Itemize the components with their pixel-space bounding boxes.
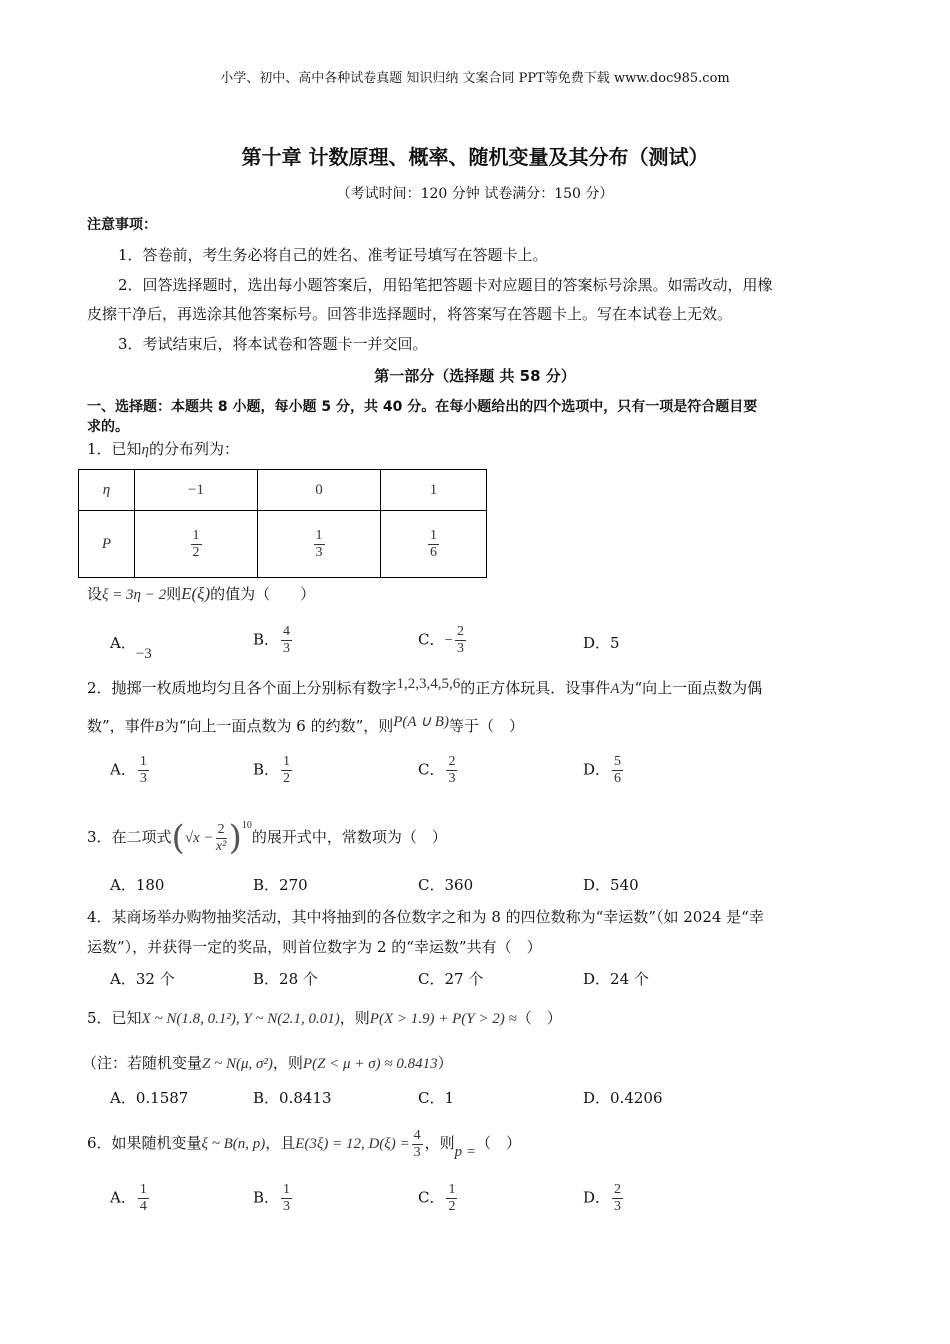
text: 3．在二项式	[87, 828, 172, 846]
text: A．	[110, 760, 136, 779]
question-3-stem: 3．在二项式(√x − $\frac{2}{\text{x²}}$ )$^{10}$的展开式中，常数项为（ ）	[87, 818, 447, 858]
option-b[interactable]: B．28 个	[253, 970, 318, 988]
text: 4	[283, 624, 291, 639]
text: C．	[418, 1188, 445, 1207]
text: 2	[283, 771, 291, 786]
text: 4	[139, 1199, 147, 1214]
text: 为“向上一面点数为偶	[619, 679, 763, 697]
table-header: 0	[258, 470, 381, 511]
text: 3	[614, 1199, 622, 1214]
text: 则	[166, 585, 182, 603]
text: 1	[283, 1182, 291, 1197]
option-c[interactable]	[418, 1182, 459, 1215]
table-cell	[258, 511, 381, 578]
option-a[interactable]: A．32 个	[110, 970, 175, 988]
text: −3	[135, 646, 152, 662]
text: D．	[583, 1188, 611, 1207]
fraction	[138, 754, 149, 787]
text: 1	[448, 1182, 456, 1197]
text: 1,2,3,4,5,6	[396, 676, 461, 692]
text: P(A ∪ B)	[393, 714, 449, 730]
math: η	[141, 442, 149, 458]
text: 1	[192, 527, 200, 543]
text: （注：若随机变量	[82, 1054, 203, 1072]
option-a[interactable]: A．0.1587	[110, 1089, 189, 1107]
text: 5．已知	[87, 1009, 142, 1027]
option-b[interactable]	[253, 624, 294, 657]
option-a[interactable]: A．180	[110, 876, 165, 894]
text: ，则	[424, 1134, 455, 1152]
text: 2	[448, 1199, 456, 1214]
text: 3	[448, 771, 456, 786]
question-2-stem	[87, 716, 524, 737]
text: 2	[217, 821, 225, 837]
section-heading: 求的。	[87, 419, 129, 435]
text: 2	[614, 1182, 622, 1197]
option-a[interactable]	[110, 633, 152, 662]
option-b[interactable]	[253, 754, 294, 787]
question-5-stem	[87, 1008, 562, 1029]
text: 的展开式中，常数项为（ ）	[251, 828, 447, 846]
text: B．	[253, 760, 280, 779]
text: B．	[253, 1188, 280, 1207]
question-6-stem	[87, 1124, 521, 1163]
text: 6	[430, 544, 437, 560]
question-1-stem	[87, 439, 239, 460]
text: E(ξ)	[181, 584, 211, 603]
option-b[interactable]: B．0.8413	[253, 1089, 332, 1107]
question-4-stem: 4．某商场举办购物抽奖活动，其中将抽到的各位数字之和为 8 的四位数称为“幸运数”（如 2024 是“幸	[87, 908, 764, 926]
text: 3	[139, 771, 147, 786]
question-5-note	[82, 1053, 453, 1074]
exam-info: （考试时间：120 分钟 试卷满分：150 分）	[336, 186, 614, 202]
notice-heading: 注意事项：	[87, 217, 157, 233]
option-c[interactable]: C．360	[418, 876, 474, 894]
text: （ ）	[475, 1134, 521, 1152]
text: 2	[448, 754, 456, 769]
notice-item: 3．考试结束后，将本试卷和答题卡一并交回。	[118, 335, 428, 353]
notice-item: 1．答卷前，考生务必将自己的姓名、准考证号填写在答题卡上。	[118, 246, 548, 264]
text: B	[154, 719, 164, 735]
text: C．	[418, 760, 445, 779]
part-title: 第一部分（选择题 共 58 分）	[374, 367, 576, 385]
fraction	[612, 754, 623, 787]
text: 3	[283, 1199, 291, 1214]
text: √x −	[184, 830, 214, 846]
fraction	[281, 624, 292, 657]
option-d[interactable]	[583, 1182, 625, 1215]
text: P(X > 1.9) + P(Y > 2) ≈	[369, 1011, 517, 1027]
text: 10	[241, 820, 252, 831]
fraction	[612, 1182, 623, 1215]
text: Z ~ N(μ, σ²)	[202, 1056, 273, 1072]
table-header: 1	[381, 470, 487, 511]
text: 设	[87, 585, 103, 603]
text: 1	[139, 1182, 147, 1197]
text: 数”，事件	[87, 717, 155, 735]
text: 的分布列为：	[149, 440, 240, 458]
text: E(3ξ) = 12, D(ξ) =	[295, 1136, 410, 1152]
text: ，且	[265, 1134, 296, 1152]
text: 1	[139, 754, 147, 769]
option-a[interactable]	[110, 754, 151, 787]
fraction	[446, 754, 457, 787]
question-2-stem	[87, 678, 762, 699]
text: X ~ N(1.8, 0.1²), Y ~ N(2.1, 0.01)	[141, 1011, 340, 1027]
text: 2．抛掷一枚质地均匀且各个面上分别标有数字	[87, 679, 397, 697]
text: ，则	[272, 1054, 303, 1072]
text: B．	[253, 630, 280, 649]
fraction	[455, 624, 466, 657]
text: p =	[454, 1144, 476, 1160]
distribution-table	[78, 469, 487, 578]
fraction	[428, 528, 439, 561]
text: 2	[456, 624, 464, 639]
text: 3	[283, 641, 291, 656]
text: （ ）	[516, 1009, 562, 1027]
text: C．	[418, 630, 445, 649]
text: 的正方体玩具．设事件	[460, 679, 611, 697]
text: A．	[110, 1188, 136, 1207]
text: 3	[413, 1144, 421, 1160]
text: 1．已知	[87, 440, 142, 458]
fraction	[412, 1128, 423, 1161]
option-a[interactable]	[110, 1182, 151, 1215]
text: ，则	[339, 1009, 370, 1027]
text: 的值为（ ）	[210, 585, 316, 603]
fraction	[138, 1182, 149, 1215]
text: A．	[110, 634, 136, 652]
section-heading: 一、选择题：本题共 8 小题，每小题 5 分，共 40 分。在每小题给出的四个选项中，只有一项是符合题目要	[87, 399, 758, 415]
fraction	[281, 754, 292, 787]
option-c[interactable]: C．27 个	[418, 970, 484, 988]
fraction	[314, 528, 325, 561]
option-d[interactable]: D．540	[583, 876, 639, 894]
table-header: −1	[135, 470, 258, 511]
text: ）	[437, 1054, 453, 1072]
option-c[interactable]: C．1	[418, 1089, 455, 1107]
text: 2	[192, 544, 200, 560]
row-label: P	[79, 511, 135, 578]
option-b[interactable]	[253, 1182, 294, 1215]
text: 等于（ ）	[448, 717, 524, 735]
notice-item: 2．回答选择题时，选出每小题答案后，用铅笔把答题卡对应题目的答案标号涂黑。如需改动，用橡	[118, 276, 773, 294]
page-header: 小学、初中、高中各种试卷真题 知识归纳 文案合同 PPT等免费下载 www.doc985.com	[220, 71, 730, 86]
option-c[interactable]	[418, 754, 459, 787]
text: ξ ~ B(n, p)	[201, 1136, 266, 1152]
question-1-line2	[87, 584, 315, 605]
text: D．	[583, 760, 611, 779]
option-b[interactable]: B．270	[253, 876, 308, 894]
text: 3	[315, 544, 323, 560]
option-d[interactable]	[583, 754, 625, 787]
text: 1	[283, 754, 291, 769]
fraction	[281, 1182, 292, 1215]
text: 1	[430, 527, 437, 543]
text: P(Z < μ + σ) ≈ 0.8413	[302, 1056, 438, 1072]
text: 6．如果随机变量	[87, 1134, 202, 1152]
text: x²	[215, 838, 227, 854]
text: A	[610, 681, 620, 697]
text: 5	[614, 754, 622, 769]
question-4-stem: 运数”），并获得一定的奖品，则首位数字为 2 的“幸运数”共有（ ）	[87, 938, 542, 956]
table-header: η	[79, 470, 135, 511]
text: 1	[315, 527, 323, 543]
notice-item: 皮擦干净后，再选涂其他答案标号。回答非选择题时，将答案写在答题卡上。写在本试卷上无效。	[87, 305, 733, 323]
text: 6	[614, 771, 622, 786]
table-cell	[381, 511, 487, 578]
text: −	[444, 632, 453, 649]
table-cell	[135, 511, 258, 578]
option-d[interactable]: D．24 个	[583, 970, 649, 988]
fraction	[191, 528, 202, 561]
option-c[interactable]	[418, 624, 468, 657]
page-title: 第十章 计数原理、概率、随机变量及其分布（测试）	[241, 145, 709, 169]
fraction	[446, 1182, 457, 1215]
text: 4	[413, 1127, 421, 1143]
option-d[interactable]: D．5	[583, 634, 620, 652]
text: 为“向上一面点数为 6 的约数”，则	[163, 717, 394, 735]
fraction	[216, 822, 227, 855]
text: ξ = 3η − 2	[102, 587, 167, 603]
option-d[interactable]: D．0.4206	[583, 1089, 663, 1107]
text: 3	[456, 641, 464, 656]
